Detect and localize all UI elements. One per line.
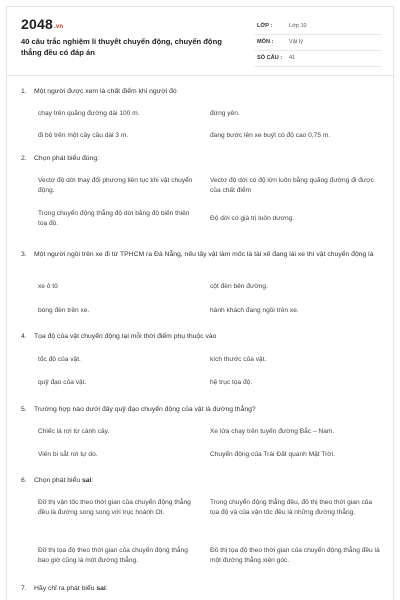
document-sheet (6, 6, 394, 600)
option-c[interactable]: đi bộ trên một cây cầu dài 3 m. (38, 132, 129, 139)
option-a[interactable]: Chiếc lá rơi từ cành cây. (38, 428, 110, 435)
option-c[interactable]: Trong chuyển động thẳng độ dời bằng độ biến thiên toạ độ. (38, 210, 190, 227)
option-a[interactable]: chạy trên quãng đường dài 100 m. (38, 110, 140, 117)
option-d[interactable]: Độ dời có giá trị luôn dương. (210, 215, 295, 222)
option-a[interactable]: Đồ thị vận tốc theo thời gian của chuyển động thẳng đều là đường song song với trục hoành Ot. (38, 499, 191, 516)
option-a[interactable]: tốc độ của vật. (38, 356, 81, 363)
question-text: Chọn phát biểu sai: (34, 477, 94, 484)
header-divider (7, 75, 395, 76)
meta-count-key: SỐ CÂU : (257, 55, 283, 61)
option-a[interactable]: xe ô tô (38, 283, 58, 290)
option-b[interactable]: kích thước của vật. (210, 356, 267, 363)
option-a[interactable]: Vectơ độ dời thay đổi phương liên tục khi vật chuyển động. (38, 177, 193, 194)
meta-class-key: LỚP : (257, 23, 273, 29)
question-number: 5. (21, 406, 27, 413)
option-d[interactable]: đang bước lên xe buýt có độ cao 0,75 m. (210, 132, 331, 139)
question-number: 3. (21, 251, 27, 258)
question-text: Một người được xem là chất điểm khi người đó (34, 88, 177, 95)
option-b[interactable]: cột đèn bên đường. (210, 283, 268, 290)
option-b[interactable]: đứng yên. (210, 110, 240, 117)
option-d[interactable]: hành khách đang ngồi trên xe. (210, 307, 299, 314)
option-c[interactable]: Viên bi sắt rơi tự do. (38, 451, 98, 458)
meta-subject-key: MÔN : (257, 39, 274, 45)
option-b[interactable]: Trong chuyển động thẳng đều, đồ thị theo thời gian của tọa độ và của vận tốc đều là những đường thẳng. (210, 499, 373, 516)
question-number: 1. (21, 88, 27, 95)
option-d[interactable]: hệ trục tọa độ. (210, 379, 253, 386)
option-c[interactable]: bóng đèn trên xe. (38, 307, 90, 314)
question-text: Tọa độ của vật chuyển động tại mỗi thời điểm phụ thuộc vào (34, 333, 217, 340)
meta-subject (254, 35, 382, 51)
question-text: Chọn phát biểu đúng: (34, 155, 100, 162)
meta-class-value: Lớp 10 (289, 23, 307, 29)
question-text: Một người ngồi trên xe đi từ TPHCM ra Đà Nẵng, nếu lấy vật làm mốc là tài xế đang lái xe thì vật chuyển động là (34, 251, 374, 258)
document-meta (254, 19, 382, 67)
emphasis-sai: sai (82, 477, 92, 484)
option-d[interactable]: Chuyển động của Trái Đất quanh Mặt Trời. (210, 451, 335, 458)
document-header (7, 7, 395, 73)
option-b[interactable]: Xe lửa chạy trên tuyến đường Bắc – Nam. (210, 428, 335, 435)
question-number: 7. (21, 585, 27, 592)
meta-count (254, 51, 382, 67)
document-title: 40 câu trắc nghiệm lí thuyết chuyển động, chuyển động thẳng đều có đáp án (21, 37, 222, 57)
option-c[interactable]: quỹ đạo của vật. (38, 379, 87, 386)
question-number: 6. (21, 477, 27, 484)
question-text: Trường hợp nào dưới đây quỹ đạo chuyển động của vật là đường thẳng? (34, 406, 256, 413)
option-b[interactable]: Vectơ độ dời có độ lớn luôn bằng quãng đường đi được của chất điểm (210, 177, 374, 194)
site-logo[interactable]: 2048.vn (21, 16, 64, 32)
emphasis-sai: sai (96, 585, 106, 592)
meta-subject-value: Vật lý (289, 39, 303, 45)
meta-class (254, 19, 382, 35)
question-number: 4. (21, 333, 27, 340)
question-number: 2. (21, 155, 27, 162)
meta-count-value: 41 (289, 55, 296, 61)
option-d[interactable]: Đồ thị tọa độ theo thời gian của chuyển động thẳng đều là một đường thẳng xiên góc. (210, 547, 380, 564)
question-text: Hãy chỉ ra phát biểu sai: (34, 585, 108, 592)
option-c[interactable]: Đồ thị tọa độ theo thời gian của chuyển động thẳng bao giờ cũng là một đường thẳng. (38, 547, 188, 564)
